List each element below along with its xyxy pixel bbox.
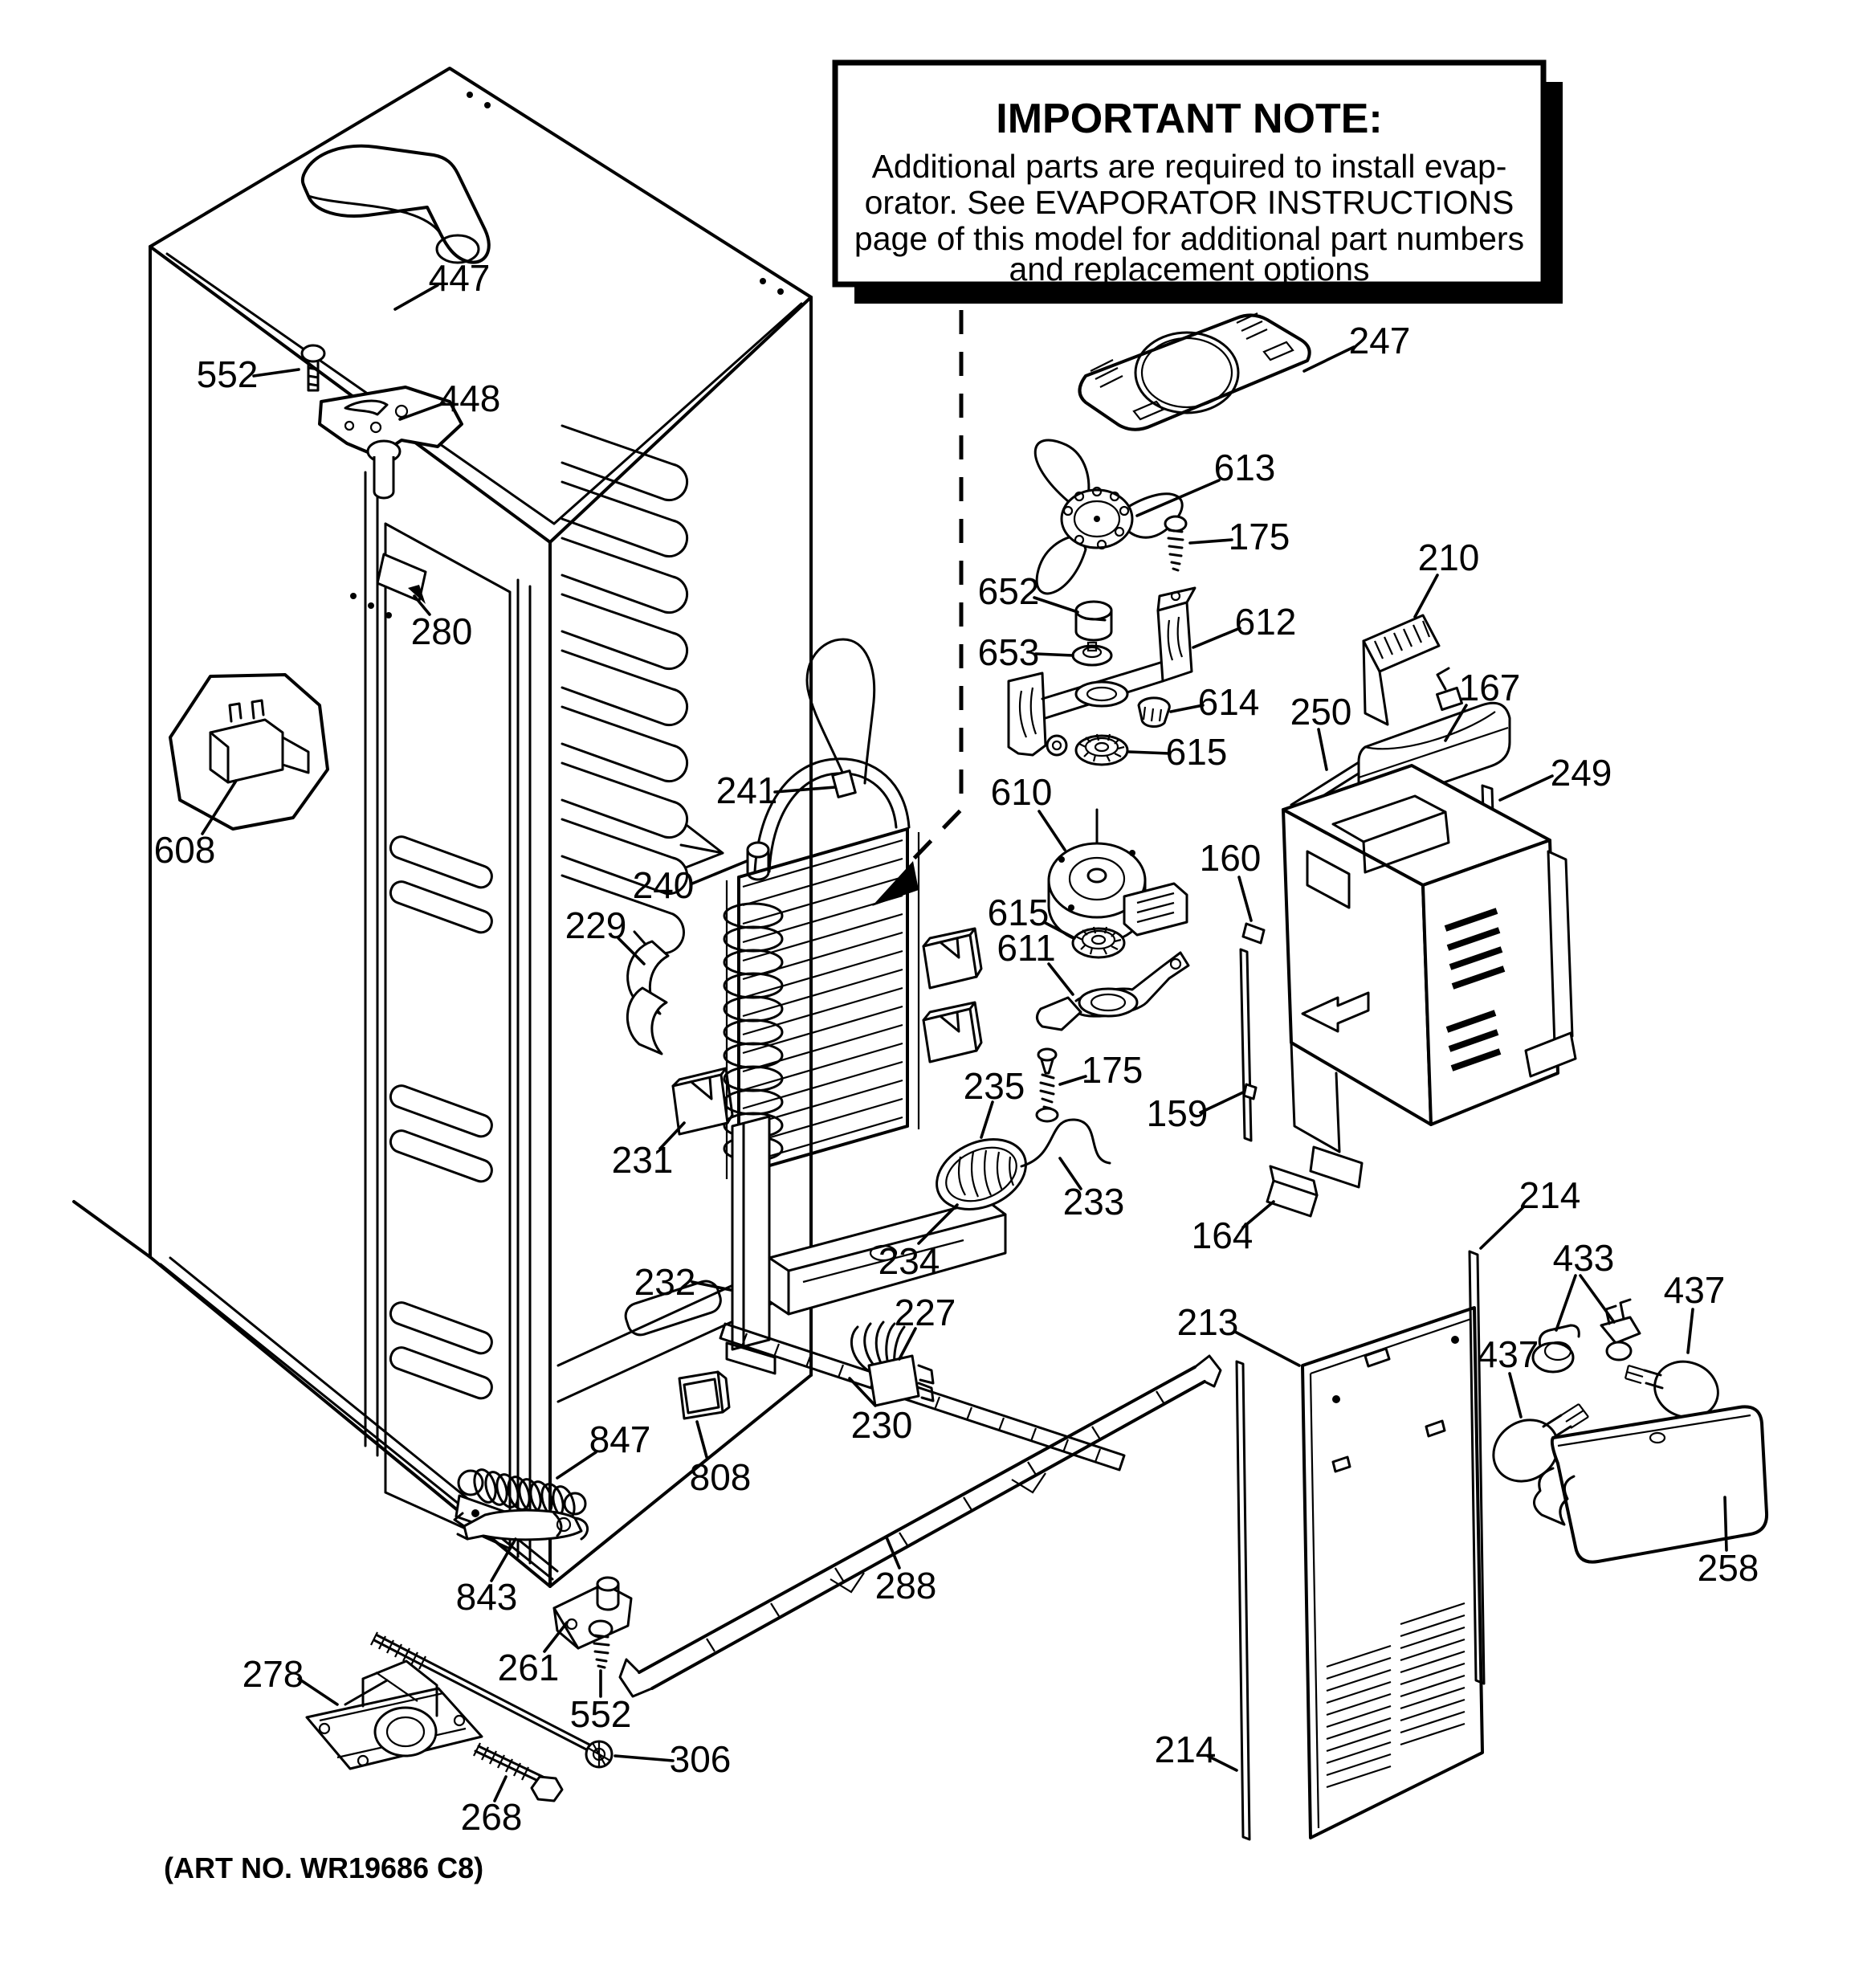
clip-808: [679, 1372, 729, 1419]
screw-175-fan: [1165, 516, 1186, 570]
part-label-230: 230: [850, 1404, 913, 1446]
fill-grille-210: [1364, 615, 1439, 725]
part-label-278: 278: [242, 1653, 304, 1695]
bottom-hardware: [307, 1356, 1221, 1801]
bracket-261: [554, 1578, 631, 1648]
part-label-288: 288: [874, 1565, 937, 1606]
tube-clip-229: [627, 941, 668, 1054]
part-label-437-left: 437: [1477, 1333, 1539, 1375]
hinge-screw-552-drawing: [302, 345, 324, 390]
part-label-229: 229: [565, 904, 627, 946]
evap-clip-b: [923, 1002, 981, 1062]
icemaker-side-strip: [1241, 949, 1251, 1141]
hinge-parts: [302, 146, 489, 498]
part-label-843: 843: [455, 1576, 518, 1618]
drain-grommet-234: [926, 1126, 1037, 1223]
part-label-241: 241: [715, 769, 778, 811]
part-label-232: 232: [634, 1261, 696, 1303]
spacer-159: [1244, 1084, 1256, 1099]
part-label-175-evap: 175: [1081, 1049, 1143, 1091]
fan-blade-613: [1035, 440, 1182, 594]
part-label-231: 231: [611, 1139, 674, 1181]
part-label-240: 240: [632, 864, 695, 906]
part-label-214-top: 214: [1519, 1174, 1581, 1216]
part-label-164: 164: [1191, 1214, 1254, 1256]
light-shield-258: [1534, 1406, 1767, 1561]
grommet-615-lower: [1073, 927, 1124, 957]
mount-bracket-164: [1267, 1181, 1317, 1216]
part-label-247: 247: [1348, 320, 1411, 361]
part-label-447: 447: [428, 257, 491, 299]
roller-assembly-278: [307, 1661, 482, 1769]
part-label-614: 614: [1197, 681, 1260, 723]
part-label-437-right: 437: [1663, 1269, 1726, 1311]
hinge-cover-447-drawing: [303, 146, 489, 263]
sleeve-652: [1076, 602, 1111, 640]
spacer-160: [1243, 924, 1264, 943]
part-label-159: 159: [1146, 1092, 1209, 1134]
part-label-280: 280: [410, 610, 473, 652]
part-label-612: 612: [1234, 601, 1297, 643]
note-line-1: Additional parts are required to install evap-: [871, 148, 1507, 185]
part-label-306: 306: [669, 1738, 732, 1780]
part-label-234: 234: [878, 1240, 940, 1282]
part-label-808: 808: [689, 1456, 752, 1498]
note-line-3: page of this model for additional part numbers: [854, 220, 1525, 257]
part-label-653: 653: [977, 631, 1040, 673]
lamp-socket-433: [1533, 1300, 1640, 1372]
part-label-610: 610: [990, 771, 1053, 813]
important-note-box: [835, 63, 1563, 304]
part-label-261: 261: [497, 1647, 560, 1688]
part-label-613: 613: [1213, 447, 1276, 488]
part-label-249: 249: [1550, 752, 1612, 794]
screw-552-bottom: [589, 1621, 612, 1668]
icemaker-body: [1283, 765, 1576, 1187]
art-number: (ART NO. WR19686 C8): [164, 1851, 484, 1884]
fan-shroud-247: [1080, 313, 1310, 430]
note-line-2: orator. See EVAPORATOR INSTRUCTIONS: [864, 184, 1514, 221]
washer-653: [1073, 643, 1111, 665]
note-title: IMPORTANT NOTE:: [996, 96, 1383, 142]
part-label-268: 268: [460, 1796, 523, 1838]
fan-motor-610: [1049, 810, 1187, 943]
part-label-615-upper: 615: [1165, 731, 1228, 773]
switch-callout-608: [170, 675, 328, 829]
part-label-258: 258: [1697, 1547, 1759, 1589]
part-label-210: 210: [1417, 537, 1480, 578]
part-label-214-bottom: 214: [1154, 1729, 1217, 1770]
part-label-847: 847: [589, 1419, 651, 1460]
part-label-552-bottom: 552: [569, 1693, 632, 1735]
part-label-448: 448: [438, 378, 501, 419]
part-label-652: 652: [977, 570, 1040, 612]
evap-clip-a: [923, 929, 981, 988]
part-label-160: 160: [1199, 837, 1262, 879]
part-label-552-top: 552: [196, 353, 259, 395]
trim-214-left: [1237, 1361, 1249, 1839]
grommet-615-upper: [1047, 734, 1127, 765]
dashed-locator: [872, 310, 961, 906]
part-label-611: 611: [997, 927, 1056, 969]
part-label-175-fan: 175: [1228, 516, 1290, 557]
part-label-167: 167: [1458, 667, 1521, 708]
part-label-615-lower: 615: [987, 892, 1050, 933]
screw-175-evap: [1037, 1049, 1058, 1121]
rear-panel-213: [1302, 1308, 1482, 1838]
bolt-268: [474, 1743, 562, 1801]
part-label-213: 213: [1176, 1301, 1239, 1343]
lower-bracket-611: [1037, 953, 1188, 1030]
fan-assembly: [1009, 313, 1310, 1030]
drain-tube-233: [1021, 1120, 1110, 1166]
part-label-235: 235: [963, 1065, 1025, 1107]
part-label-433: 433: [1552, 1237, 1615, 1279]
part-label-227: 227: [894, 1292, 956, 1333]
part-label-250: 250: [1290, 691, 1352, 733]
evaporator-assembly: [627, 639, 1124, 1470]
part-label-233: 233: [1062, 1181, 1125, 1223]
note-line-4: and replacement options: [1009, 251, 1370, 288]
part-label-608: 608: [153, 829, 216, 871]
nut-614: [1139, 698, 1169, 727]
